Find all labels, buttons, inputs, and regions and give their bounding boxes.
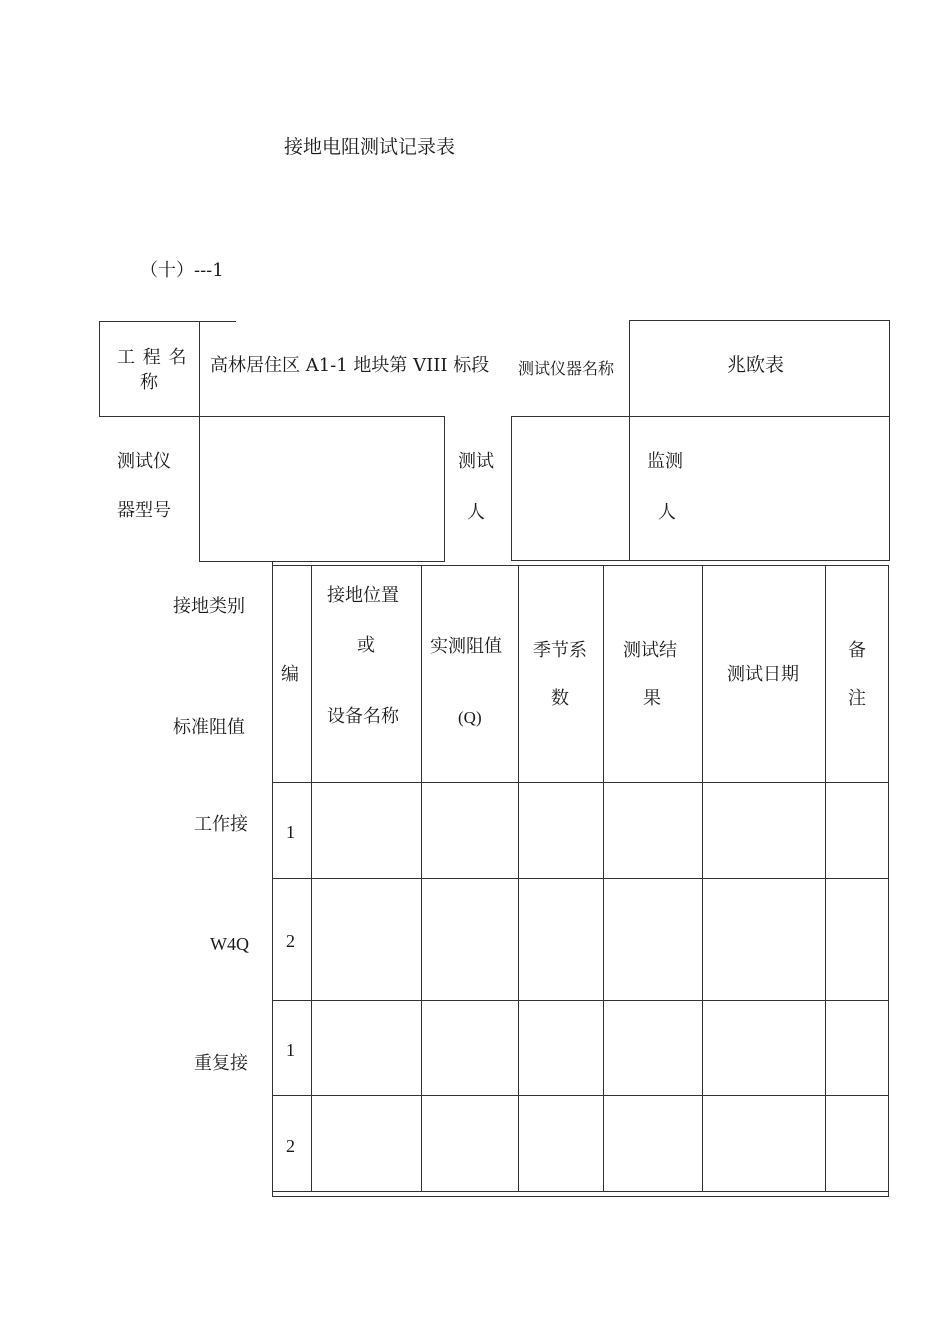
- monitor-label-line1: 监测: [647, 451, 683, 472]
- standard-resistance-label: 标准阻值: [173, 717, 245, 738]
- table-row-number: 2: [286, 1136, 295, 1156]
- work-ground-value: W4Q: [210, 934, 249, 954]
- monitor-label-line2: 人: [658, 502, 676, 523]
- col-header-location-line3: 设备名称: [327, 706, 399, 727]
- work-ground-label: 工作接: [194, 814, 248, 835]
- col-header-season-line2: 数: [551, 688, 569, 709]
- col-header-remark-line1: 备: [848, 640, 866, 661]
- table-row-number: 2: [286, 931, 295, 951]
- col-header-location-line2: 或: [357, 635, 375, 656]
- col-header-measured-line1: 实测阻值: [430, 636, 502, 657]
- col-header-remark-line2: 注: [848, 688, 866, 709]
- instrument-name-label: 测试仪器名称: [518, 359, 615, 378]
- instrument-name-value: 兆欧表: [727, 354, 785, 376]
- tester-label-line1: 测试: [458, 451, 494, 472]
- col-header-result-line2: 果: [643, 688, 661, 709]
- col-header-measured-line2: (Q): [458, 708, 482, 727]
- col-header-date: 测试日期: [727, 664, 799, 685]
- col-header-location-line1: 接地位置: [327, 585, 399, 606]
- instrument-model-label-line1: 测试仪: [117, 451, 171, 472]
- project-name-value: 高林居住区 A1-1 地块第 VIII 标段: [210, 355, 490, 376]
- col-header-result-line1: 测试结: [623, 640, 677, 661]
- instrument-model-label-line2: 器型号: [117, 500, 171, 521]
- table-row-number: 1: [286, 1040, 295, 1060]
- tester-label-line2: 人: [467, 502, 485, 523]
- col-header-season-line1: 季节系: [533, 640, 587, 661]
- page-title: 接地电阻测试记录表: [284, 136, 456, 158]
- col-header-no: 编: [281, 664, 299, 685]
- project-name-label-line1: 工 程 名: [117, 347, 188, 368]
- form-code: （十）---1: [140, 260, 224, 281]
- repeat-ground-label: 重复接: [194, 1053, 248, 1074]
- project-name-label-line2: 称: [140, 372, 158, 393]
- ground-type-label: 接地类别: [173, 596, 245, 617]
- table-row-number: 1: [286, 822, 295, 842]
